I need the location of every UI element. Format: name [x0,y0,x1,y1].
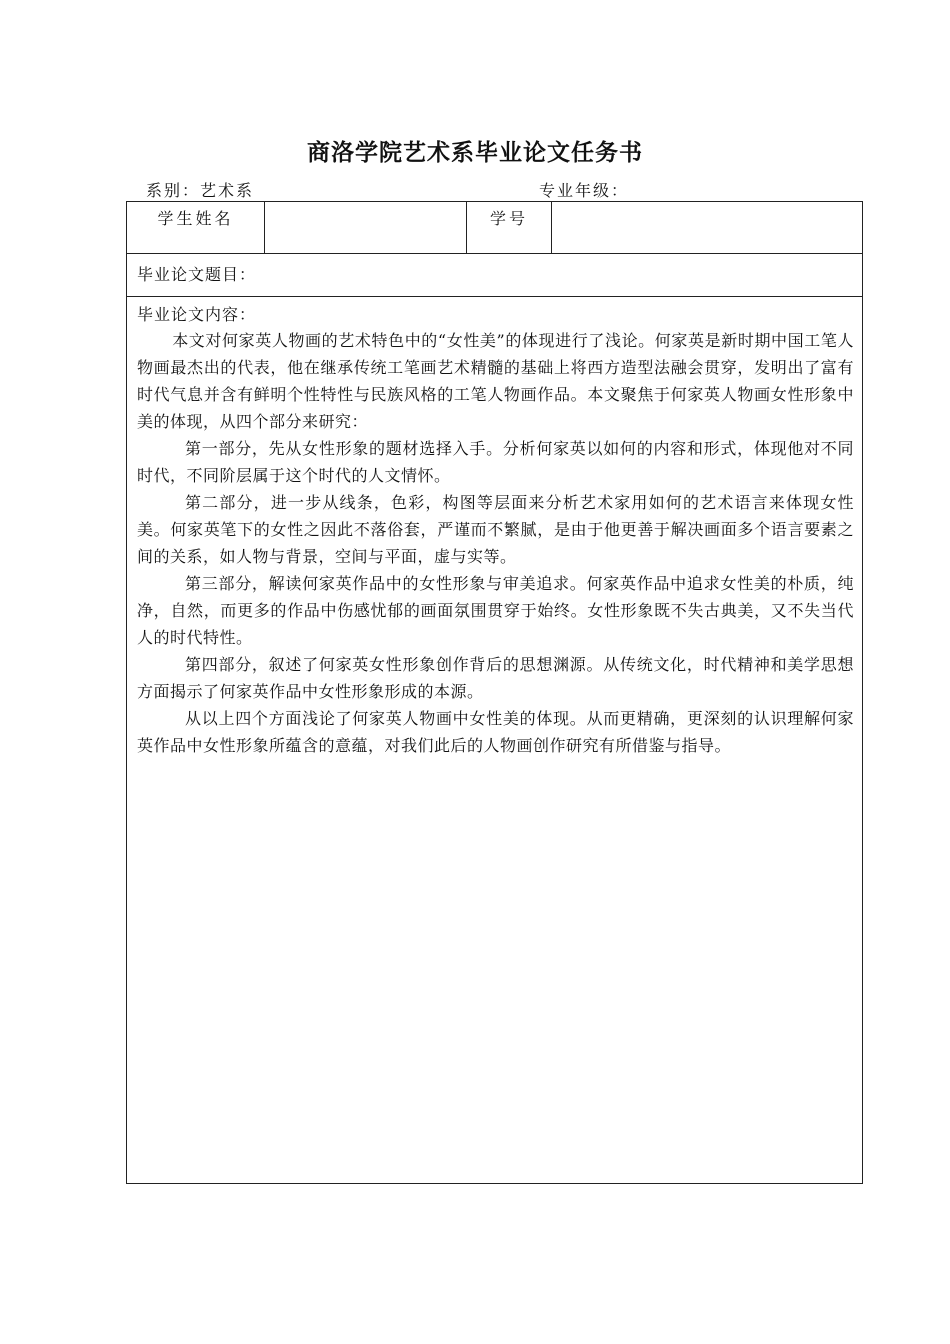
topic-row [127,254,863,297]
task-form-table [126,201,863,1184]
content-paragraph-part2: 第二部分，进一步从线条，色彩，构图等层面来分析艺术家用如何的艺术语言来体现女性美。何家英笔下的女性之因此不落俗套，严谨而不繁腻，是由于他更善于解决画面多个语言要素之间的关系，如人物与背景，空间与平面，虚与实等。 [137,493,854,566]
content-paragraph-conclusion: 从以上四个方面浅论了何家英人物画中女性美的体现。从而更精确，更深刻的认识理解何家英作品中女性形象所蕴含的意蕴，对我们此后的人物画创作研究有所借鉴与指导。 [137,709,854,755]
student-name-field[interactable] [265,202,467,254]
student-id-field[interactable] [552,202,863,254]
student-info-row [127,202,863,254]
student-name-label: 学生姓名 [127,202,265,254]
content-paragraph-part4: 第四部分，叙述了何家英女性形象创作背后的思想渊源。从传统文化，时代精神和美学思想方面揭示了何家英作品中女性形象形成的本源。 [137,655,854,701]
department-label: 系别：艺术系 [146,181,255,200]
major-label: 专业年级： [539,181,630,200]
student-id-label: 学号 [467,202,552,254]
content-paragraph-part3: 第三部分，解读何家英作品中的女性形象与审美追求。何家英作品中追求女性美的朴质，纯净，自然，而更多的作品中伤感忧郁的画面氛围贯穿于始终。女性形象既不失古典美，又不失当代人的时代特性。 [137,574,854,647]
content-cell [127,297,863,1184]
content-row [127,297,863,1184]
content-paragraph-part1: 第一部分，先从女性形象的题材选择入手。分析何家英以如何的内容和形式，体现他对不同时代，不同阶层属于这个时代的人文情怀。 [137,439,854,485]
topic-label: 毕业论文题目： [127,254,863,297]
content-label: 毕业论文内容： [137,305,257,324]
document-title: 商洛学院艺术系毕业论文任务书 [307,140,643,166]
content-paragraph-intro: 本文对何家英人物画的艺术特色中的“女性美”的体现进行了浅论。何家英是新时期中国工笔人物画最杰出的代表，他在继承传统工笔画艺术精髓的基础上将西方造型法融会贯穿，发明出了富有时代气息并含有鲜明个性特性与民族风格的工笔人物画作品。本文聚焦于何家英人物画女性形象中美的体现，从四个部分来研究： [137,331,854,431]
